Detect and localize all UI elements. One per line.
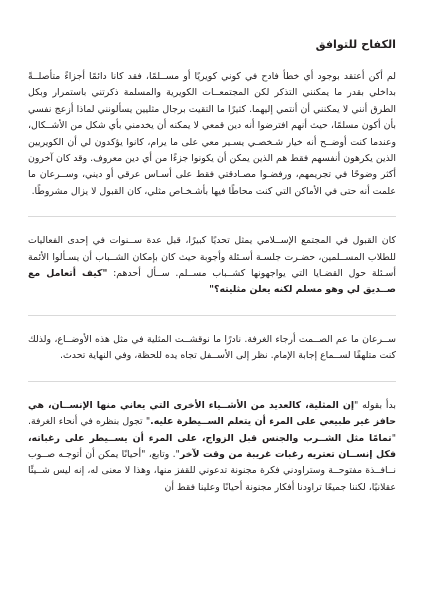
text-run: كان القبول في المجتمع الإســلامي يمثل تحديًا كبيرًا، قبل عدة ســنوات في إحدى الفعاليات للطلاب المســلمين، حضـرت جلسـة أسـئلة وأجوبة حيث كان بإمكان الشــباب أن يسـألوا الأئمة أسـئلة حول القضـايا التي يواجهونها كشــباب مســلم. ســأل أحدهم: [28, 235, 396, 280]
paragraph-divider [28, 216, 396, 217]
text-run: لم أكن أعتقد بوجود أي خطأ فادح في كوني كويريًا أو مســلمًا، فقد كانا دائمًا أجزاءً متأصلــةً بداخلي بقدر ما يمكنني التذكر لكن المجتمعــات الكويرية والمسلمة ذكرتني باستمرار وبكل الطرق أنني لا يمكنني أن أنتمي إليهما. كثيرًا ما التقيت برجال مثليين يسألونني لماذا أزعج نفسي بأن أكون مسلمًا، حيث أنهم افترضوا أنه دين قمعي لا يمكنه أن يخدمني بأي شكل من الأشــكال، وعندما كنت أوضــح أنه خيار شـخصـي يسـير معي على ما يرام، كانوا يؤكدون لي أن الكويريين الذين يكرهون أنفسهم فقط هم الذين يمكن أن يكونوا جزءًا من أي دين معروف. وقد كان آخرون أكثر وضوحًا في تجريمهم، ورفضـوا مصـادقتي فقط على أسـاس عرقي أو ديني، وســرعان ما علمت أنه حتى في الأماكن التي كنت محاطًا فيها بأشـخـاص مثلي، كان القبول لا يزال مشروطًا. [28, 71, 396, 197]
text-run: " تجول بنظره في أنحاء الغرفة. " [28, 416, 396, 444]
body-paragraph [28, 332, 396, 365]
body-paragraph [28, 233, 396, 299]
text-run: بدأ بقوله " [354, 399, 396, 411]
paragraph-divider [28, 381, 396, 382]
body-paragraph [28, 398, 396, 496]
bold-text-run: "كيف أتعامل مع صــديق لي وهو مسلم لكنه يعلن مثليته؟" [28, 268, 396, 296]
bold-text-run: إن المثلية، كالعديد من الأشــياء الأخرى التي يعاني منها الإنســان، هي حافز غير طبيعي على المرء أن يتعلم الســيطرة عليه. [28, 399, 396, 428]
text-run: ســرعان ما عم الصــمت أرجاء الغرفة. نادرًا ما نوقشــت المثلية في مثل هذه الأوضــاع، ولذلك كنت متلهفًا لســماع إجابة الإمام. نظر إلى الأســفل تجاه يده للحظة، وفي النهاية تحدث. [28, 333, 396, 362]
article-title: الكفاح للتوافق [315, 38, 396, 51]
paragraph-divider [28, 315, 396, 316]
article-body [28, 37, 396, 512]
bold-text-run: تمامًا مثل الشــرب والجنس قبل الزواج، على المرء أن يســيطر على رغباته، فكل إنســان تعتريه رغبات غريبة من وقت لآخر [28, 432, 397, 460]
body-paragraph [28, 69, 396, 200]
article-paragraphs [28, 69, 396, 496]
text-run: ". وتابع، "أحيانًا يمكن أن أتوجـه صــوب نــافــذة مفتوحــة وستراودني فكرة مجنونة تدعوني للقفز منها، وهذا لا معنى له، إنه ليس شــيئًا عقلانيًا، لكننا جميعًا تراودنا أفكار مجنونة أحيانًا وعلينا فقط أن [28, 448, 396, 493]
